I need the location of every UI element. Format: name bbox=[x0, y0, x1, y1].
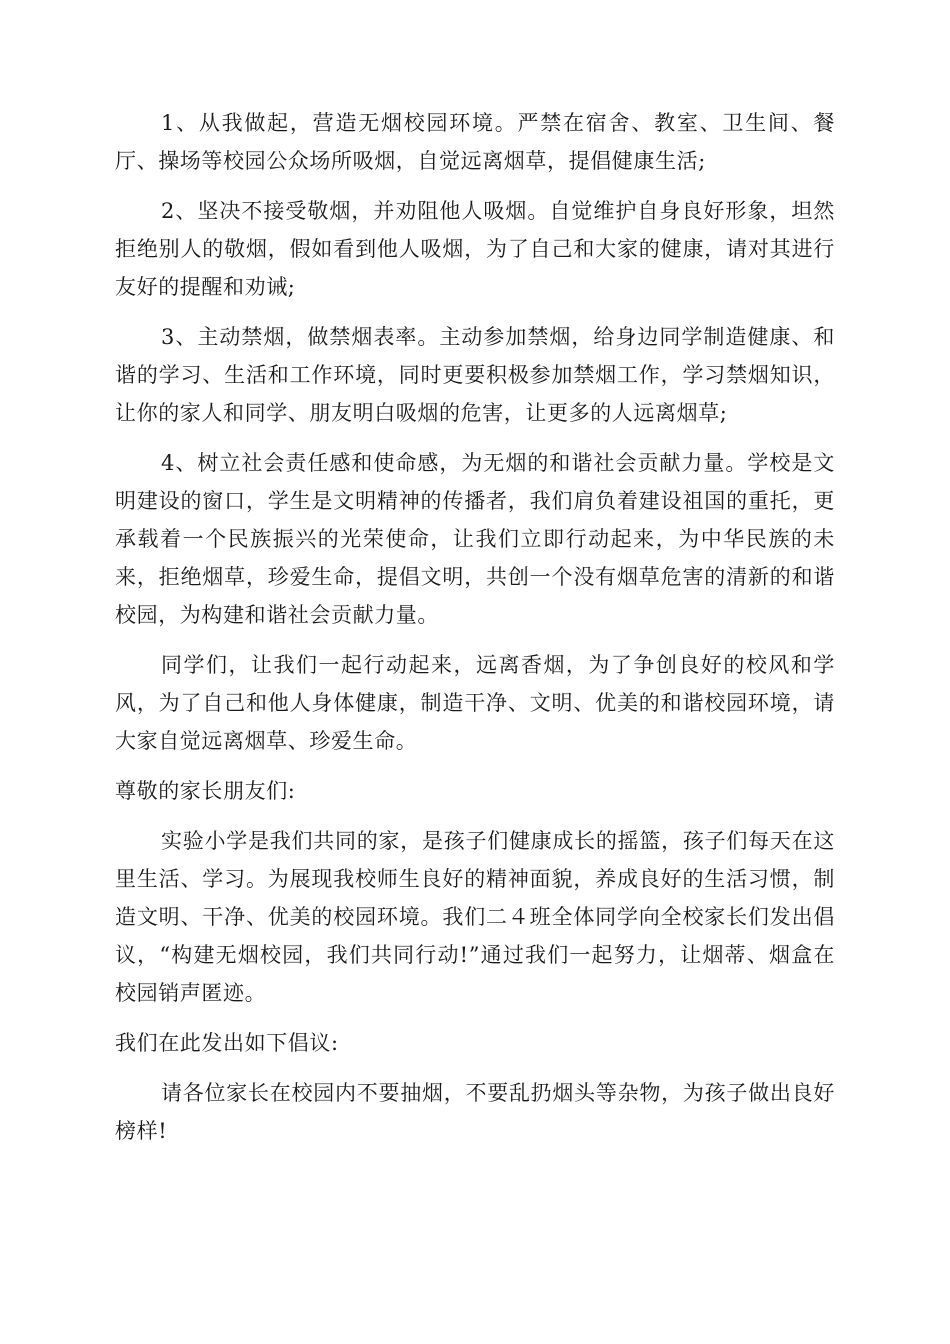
paragraph-item-2: 2、坚决不接受敬烟，并劝阻他人吸烟。自觉维护自身良好形象，坦然拒绝别人的敬烟，假如看到他人吸烟，为了自己和大家的健康，请对其进行友好的提醒和劝诫; bbox=[115, 199, 835, 299]
salutation-parents: 尊敬的家长朋友们: bbox=[115, 779, 296, 803]
paragraph-item-1: 1、从我做起，营造无烟校园环境。严禁在宿舍、教室、卫生间、餐厅、操场等校园公众场所吸烟，自觉远离烟草，提倡健康生活; bbox=[115, 111, 835, 173]
paragraph-call-to-students: 同学们，让我们一起行动起来，远离香烟，为了争创良好的校风和学风，为了自己和他人身体健康，制造干净、文明、优美的和谐校园环境，请大家自觉远离烟草、珍爱生命。 bbox=[115, 653, 835, 753]
paragraph-school-intro: 实验小学是我们共同的家，是孩子们健康成长的摇篮，孩子们每天在这里生活、学习。为展现我校师生良好的精神面貌，养成良好的生活习惯，制造文明、干净、优美的校园环境。我们二４班全体同学向全校家长们发出倡议，“构建无烟校园，我们共同行动!”通过我们一起努力，让烟蒂、烟盒在校园销声匿迹。 bbox=[115, 829, 835, 1005]
document-page bbox=[115, 104, 835, 1162]
paragraph-item-3: 3、主动禁烟，做禁烟表率。主动参加禁烟，给身边同学制造健康、和谐的学习、生活和工作环境，同时更要积极参加禁烟工作，学习禁烟知识，让你的家人和同学、朋友明白吸烟的危害，让更多的人远离烟草; bbox=[115, 325, 835, 425]
proposal-heading: 我们在此发出如下倡议: bbox=[115, 1031, 339, 1055]
paragraph-item-4: 4、树立社会责任感和使命感，为无烟的和谐社会贡献力量。学校是文明建设的窗口，学生是文明精神的传播者，我们肩负着建设祖国的重托，更承载着一个民族振兴的光荣使命，让我们立即行动起来，为中华民族的未来，拒绝烟草，珍爱生命，提倡文明，共创一个没有烟草危害的清新的和谐校园，为构建和谐社会贡献力量。 bbox=[115, 451, 835, 627]
paragraph-parent-request: 请各位家长在校园内不要抽烟，不要乱扔烟头等杂物，为孩子做出良好榜样! bbox=[115, 1081, 835, 1143]
